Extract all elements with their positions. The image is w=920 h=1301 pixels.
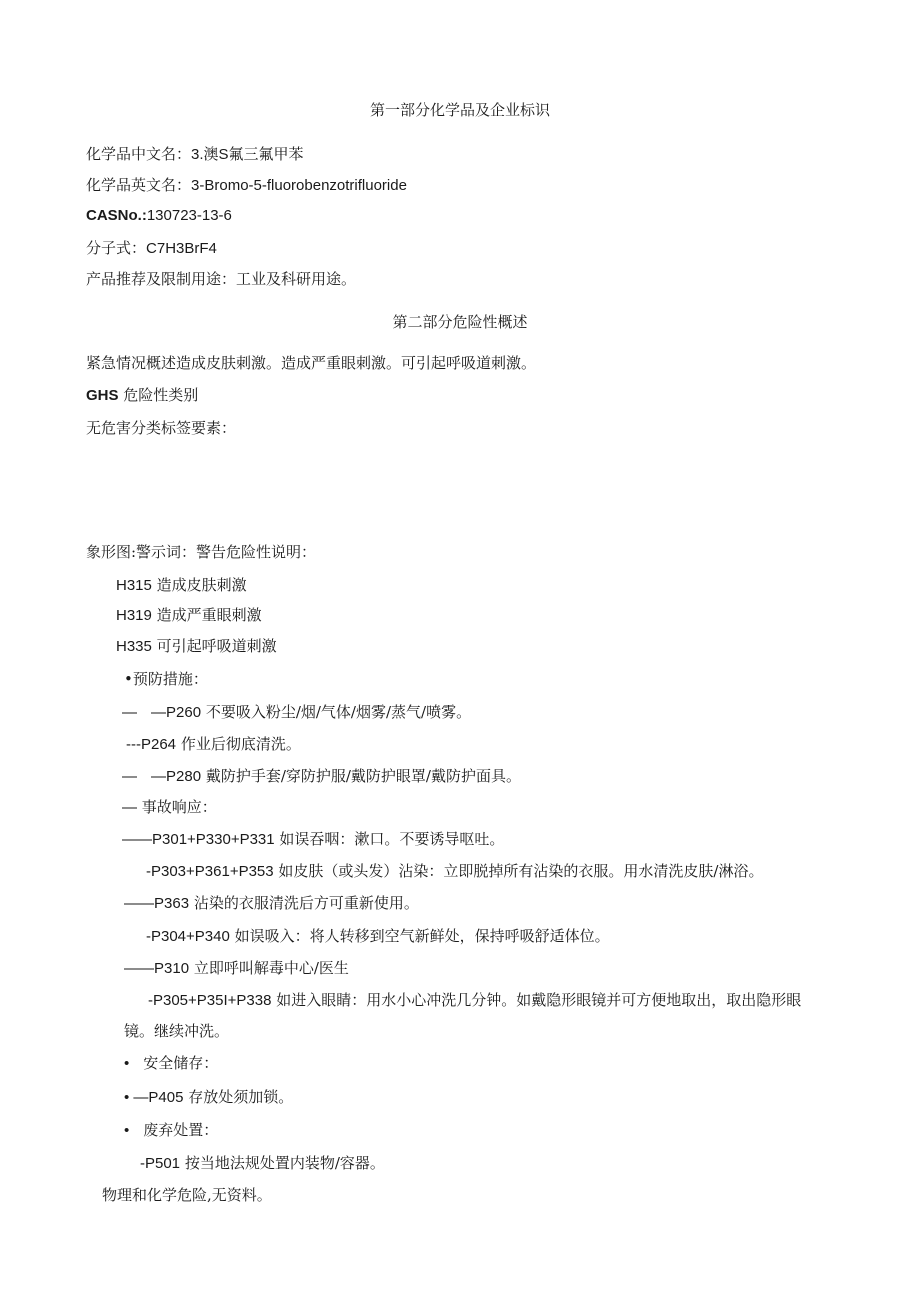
- hazard-code: H315: [116, 577, 152, 594]
- precaution-code: ——P363: [124, 895, 190, 912]
- hazard-code: H319: [116, 607, 152, 624]
- usage-value: 工业及科研用途。: [236, 270, 357, 288]
- en-name-label: 化学品英文名：: [86, 176, 192, 194]
- precaution-text: 如误吞咽：漱口。不要诱导呕吐。: [279, 830, 505, 848]
- part1-heading: 第一部分化学品及企业标识: [369, 101, 550, 119]
- en-name-line: [86, 175, 407, 196]
- precaution-p260: [122, 702, 471, 723]
- precaution-text: 按当地法规处置内装物/容器。: [184, 1154, 385, 1172]
- dash-mark: —: [122, 768, 137, 785]
- physical-chemical-hazards: 物理和化学危险,无资料。: [102, 1186, 272, 1204]
- hazard-code: H335: [116, 638, 152, 655]
- usage-line: [86, 269, 356, 289]
- precaution-code: -P304+P340: [146, 928, 230, 945]
- en-name-value: 3-Bromo-5-fluorobenzotrifluoride: [191, 177, 407, 194]
- precaution-code: -P305+P35I+P338: [148, 992, 272, 1009]
- precaution-p280: [122, 766, 521, 787]
- precaution-text: 存放处须加锁。: [188, 1088, 294, 1106]
- formula-value: C7H3BrF4: [146, 240, 217, 257]
- cas-value: 130723-13-6: [146, 207, 232, 224]
- precaution-text: 不要吸入粉尘/烟/气体/烟雾/蒸气/喷雾。: [205, 703, 472, 721]
- dash-mark: —: [122, 704, 137, 721]
- hazard-h315: [116, 575, 247, 596]
- precaution-p301: [122, 829, 504, 850]
- precaution-p363: [124, 893, 419, 914]
- precaution-p304: [146, 926, 610, 947]
- ghs-suffix: 危险性类别: [123, 386, 199, 404]
- cn-name-value: 3.澳S氟三氟甲苯: [191, 146, 304, 163]
- precaution-text: 立即呼叫解毒中心/医生: [193, 959, 349, 977]
- precaution-text: 如进入眼睛：用水小心冲洗几分钟。如戴隐形眼镜并可方便地取出，取出隐形眼: [276, 991, 802, 1009]
- cn-name-line: [86, 144, 304, 165]
- precaution-p303: [146, 861, 763, 882]
- cas-line: [86, 206, 232, 226]
- precaution-p305: [148, 990, 801, 1011]
- precaution-text: 作业后彻底清洗。: [180, 735, 301, 753]
- precaution-p310: [124, 958, 349, 979]
- response-heading-line: [122, 797, 217, 818]
- precaution-code: • —P405: [124, 1089, 184, 1106]
- precaution-p305-continued: 镜。继续冲洗。: [124, 1022, 230, 1040]
- formula-label: 分子式：: [86, 239, 147, 257]
- precaution-text: 沾染的衣服清洗后方可重新使用。: [193, 894, 419, 912]
- cn-name-label: 化学品中文名：: [86, 145, 192, 163]
- ghs-line: [86, 385, 198, 406]
- precaution-p501: [140, 1153, 385, 1174]
- precaution-p405: [124, 1087, 293, 1108]
- hazard-h319: [116, 605, 262, 626]
- response-heading: 事故响应：: [141, 798, 217, 816]
- precaution-code: -P303+P361+P353: [146, 863, 274, 880]
- dash-mark: —: [122, 799, 137, 816]
- pictogram-line: 象形图:警示词：警告危险性说明：: [86, 543, 317, 561]
- ghs-prefix: GHS: [86, 387, 119, 404]
- emergency-overview: 紧急情况概述造成皮肤刺激。造成严重眼刺激。可引起呼吸道刺激。: [86, 354, 537, 372]
- hazard-h335: [116, 636, 277, 657]
- bullet-mark: •: [124, 1122, 130, 1139]
- hazard-text: 造成严重眼刺激: [156, 606, 262, 624]
- label-elements: 无危害分类标签要素：: [86, 419, 237, 437]
- precaution-text: 戴防护手套/穿防护服/戴防护眼罩/戴防护面具。: [205, 767, 521, 785]
- precaution-text: 如皮肤（或头发）沾染：立即脱掉所有沾染的衣服。用水清洗皮肤/淋浴。: [278, 862, 764, 880]
- hazard-text: 可引起呼吸道刺激: [156, 637, 277, 655]
- precaution-text: 如误吸入：将人转移到空气新鲜处，保持呼吸舒适体位。: [234, 927, 610, 945]
- bullet-mark: •: [124, 1055, 130, 1072]
- cas-label: CASNo.:: [86, 207, 147, 224]
- disposal-heading: 废弃处置：: [143, 1121, 219, 1139]
- hazard-text: 造成皮肤刺激: [156, 576, 247, 594]
- precaution-code: ——P310: [124, 960, 190, 977]
- storage-heading: 安全储存：: [143, 1054, 219, 1072]
- precaution-code: —P260: [151, 704, 202, 721]
- formula-line: [86, 238, 217, 259]
- precaution-code: ——P301+P330+P331: [122, 831, 275, 848]
- precaution-code: -P501: [140, 1155, 181, 1172]
- precaution-p264: [126, 734, 301, 755]
- disposal-heading-line: [124, 1120, 218, 1141]
- precaution-code: —P280: [151, 768, 202, 785]
- usage-label: 产品推荐及限制用途：: [86, 270, 237, 288]
- part2-heading: 第二部分危险性概述: [392, 313, 528, 331]
- storage-heading-line: [124, 1053, 218, 1074]
- precaution-code: ---P264: [126, 736, 177, 753]
- prevention-heading: •预防措施：: [124, 670, 208, 688]
